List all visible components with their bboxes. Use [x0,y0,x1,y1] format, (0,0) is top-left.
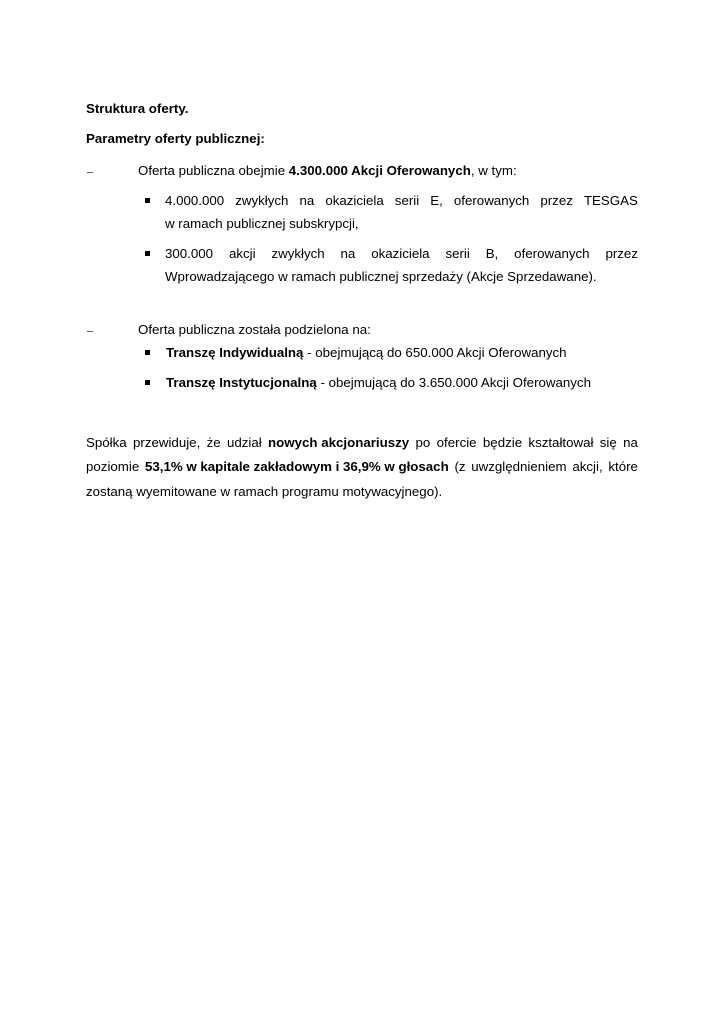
word: po [415,435,431,450]
word: TESGAS [583,193,638,208]
section-heading: Struktura oferty. [86,101,189,116]
word: 300.000 [165,246,214,261]
offer-bullet-1-line1 [165,194,638,207]
word: na [623,435,638,450]
word: przez [605,246,638,261]
offer-bullet-2-line2: Wprowadzającego w ramach publicznej sprzedaży (Akcje Sprzedawane). [165,269,597,284]
offer-bullet-1-line2: w ramach publicznej subskrypcji, [165,216,359,231]
word: będzie [482,435,523,450]
word: Spółka [86,435,127,450]
word: akcji [228,246,256,261]
word: oferowanych [514,246,590,261]
word: poziomie [86,459,140,474]
word: 4.000.000 [165,193,225,208]
word: serii [394,193,420,208]
word: okaziciela [325,193,384,208]
word: zwykłych [271,246,325,261]
word: ofercie [436,435,477,450]
word: okaziciela [371,246,430,261]
split-intro: Oferta publiczna została podzielona na: [138,322,371,337]
tranche-individual: Transzę Indywidualną - obejmującą do 650.000 Akcji Oferowanych [166,345,567,360]
word: na [340,246,356,261]
word: B, [485,246,499,261]
word: akcji, [572,459,603,474]
word: które [608,459,638,474]
word: się [599,435,617,450]
word: przewiduje, [133,435,201,450]
word: kształtował [528,435,594,450]
word: na [299,193,315,208]
summary-line-3: zostaną wyemitowane w ramach programu motywacyjnego). [86,484,443,499]
word: uwzględnieniem [471,459,567,474]
section-subheading: Parametry oferty publicznej: [86,131,265,146]
summary-line-2 [86,460,638,473]
bullet-square-icon [145,198,150,203]
dash-marker: – [87,164,93,178]
word: udział [226,435,262,450]
tranche-institutional: Transzę Instytucjonalną - obejmującą do 3.650.000 Akcji Oferowanych [166,375,591,390]
offer-bullet-2-line1 [165,247,638,260]
offer-intro: Oferta publiczna obejmie 4.300.000 Akcji Oferowanych, w tym: [138,163,517,178]
word: zwykłych [235,193,289,208]
bullet-square-icon [145,350,150,355]
word: oferowanych [453,193,530,208]
emphasis-share-percentages: 53,1% w kapitale zakładowym i 36,9% w głosach [144,459,449,474]
dash-marker: – [87,323,93,337]
summary-line-1 [86,436,638,449]
bullet-square-icon [145,380,150,385]
emphasis-new-shareholders: nowych akcjonariuszy [268,435,410,450]
word: że [206,435,221,450]
word: E, [430,193,443,208]
word: (z [454,459,466,474]
word: serii [445,246,470,261]
word: przez [540,193,573,208]
bullet-square-icon [145,251,150,256]
